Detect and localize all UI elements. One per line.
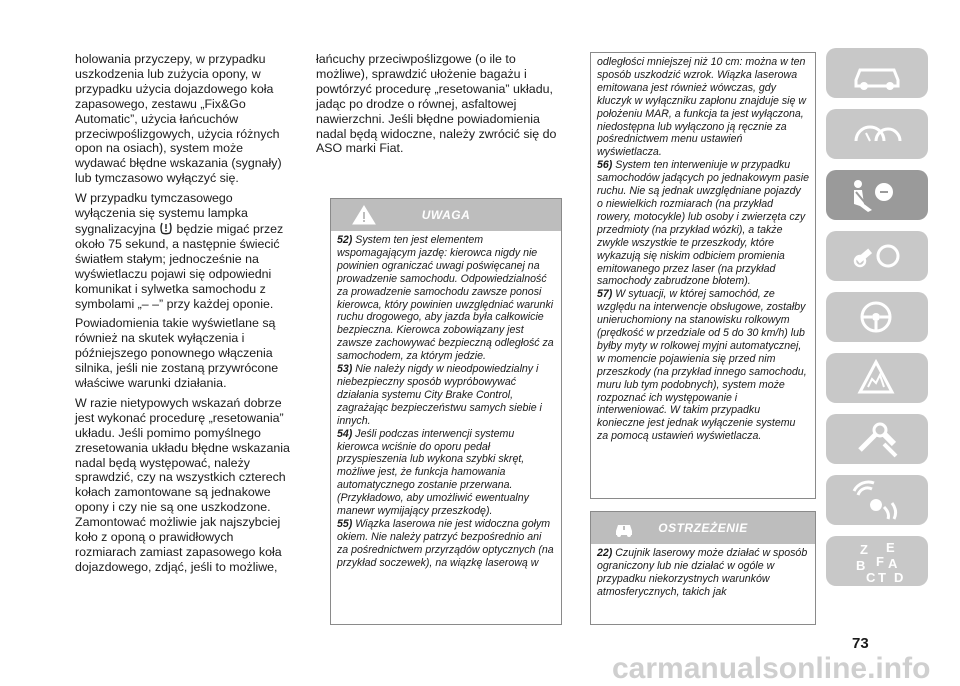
tab-service[interactable]	[826, 414, 928, 464]
item-number: 53)	[337, 363, 353, 376]
index-letter-f: F	[876, 554, 884, 569]
warning-body	[591, 53, 815, 447]
warning-item: odległości mniejszej niż 10 cm: można w ten sposób uszkodzić wzrok. Wiązka laserowa emitowana jest również wówczas, gdy kluczyk w wyłączniku zapłonu znajduje się w położeniu MAR, a funkcja ta jest wyłączona, niedostępna lub wyłączono ją ręcznie za pośrednictwem menu ustawień wyświetlacza.	[597, 56, 807, 159]
index-letter-a: A	[888, 556, 898, 571]
warning-title: UWAGA	[421, 208, 471, 222]
item-number: 22)	[597, 547, 613, 559]
warning-item	[597, 288, 809, 443]
warning-item	[337, 518, 555, 570]
tab-start-drive[interactable]	[826, 231, 928, 281]
text-column-2	[314, 52, 560, 161]
tab-car-info[interactable]	[826, 48, 928, 98]
paragraph	[75, 191, 295, 311]
tab-dashboard[interactable]	[826, 109, 928, 159]
caution-item	[597, 547, 809, 599]
watermark: carmanualsonline.info	[612, 652, 931, 685]
tab-steering[interactable]	[826, 292, 928, 342]
item-text: System ten jest elementem wspomagającym jazdę: kierowca nigdy nie powinien ograniczać uwagi poświęcanej na prowadzenie samochodu. Odpowiedzialność za prowadzenie samochodu zawsze ponosi kierowca, który powinien uwzględniać warunki ruchu drogowego, aby jazda była całkowicie bezpieczna. Kierowca zobowiązany jest zawsze zachowywać bezpieczną odległość za samochodem, za którym jedzie.	[337, 234, 554, 363]
item-number: 55)	[337, 517, 353, 530]
item-text: Wiązka laserowa nie jest widoczna gołym okiem. Nie należy patrzyć bezpośrednio ani za pośrednictwem przyrządów optycznych (na przykład soczewek), na wiązkę laserową w	[337, 517, 554, 569]
tab-emergency[interactable]	[826, 353, 928, 403]
item-text: Jeśli podczas interwencji systemu kierowca wciśnie do oporu pedał przyspieszenia lub wykona szybki skręt, możliwe jest, że funkcja hamowania automatycznego zostanie przerwana. (Przykładowo, aby umożliwić ewentualny manewr wymijający przeszkodę).	[337, 427, 529, 518]
page-number: 73	[852, 635, 869, 652]
caution-box	[590, 511, 816, 625]
warning-item	[337, 363, 555, 428]
item-text: W sytuacji, w której samochód, ze względu na interwencje obsługowe, zostałby unieruchomiony na stanowisku rolkowym (prędkość w przedziale od 5 do 30 km/h) lub byłby myty w rolkowej myjni automatycznej, w momencie pojawienia się przed nim przeszkody (na przykład innego samochodu, muru lub tym podobnych), system może rozpoznać ich występowanie i interweniować. W takim przypadku konieczne jest jednak wyłączenie systemu za pomocą ustawień wyświetlacza.	[597, 288, 807, 443]
chapter-tabs	[826, 48, 932, 597]
item-number: 54)	[337, 427, 353, 440]
index-letter-d: D	[894, 570, 904, 585]
paragraph: holowania przyczepy, w przypadku uszkodzenia lub zużycia opony, w przypadku użycia dojazdowego koła zapasowego, zestawu „Fix&Go Automatic”, użycia łańcuchów przeciwpoślizgowych, użycia różnych opon na osiach), system może wydawać błędne wskazania (sygnały) lub tymczasowo wyłączyć się.	[75, 52, 282, 186]
paragraph: W razie nietypowych wskazań dobrze jest wykonać procedurę „resetowania” układu. Jeśli pomimo pomyślnego zresetowania układu błędne wskazania nadal będą występować, należy sprawdzić, czy na wszystkich czterech kołach zamontowane są jednakowe opony i czy nie są one uszkodzone. Zamontować możliwie jak najszybciej koło z oponą o prawidłowych rozmiarach zamiast zapasowego koła dojazdowego, zdjąć, jeśli to możliwe,	[75, 395, 290, 574]
warning-box	[330, 198, 562, 625]
tab-index[interactable]	[826, 536, 928, 586]
item-text: Czujnik laserowy może działać w sposób ograniczony lub nie działać w ogóle w przypadku niekorzystnych warunków atmosferycznych, takich jak	[597, 547, 808, 598]
tire-pressure-warning-icon	[159, 221, 173, 235]
caution-body	[591, 544, 815, 603]
paragraph-text: W przypadku tymczasowego wyłączenia się systemu lampka sygnalizacyjna	[75, 191, 248, 236]
index-letter-z: Z	[860, 542, 868, 557]
item-number: 56)	[597, 159, 613, 172]
item-text: System ten interweniuje w przypadku samochodów jadących po jednakowym pasie ruchu. Nie są jednak uwzględniane pojazdy o niewielkich rozmiarach (na przykład rowery, motocykle) lub osoby i zwierzęta czy przedmioty (na przykład wózki), a także zwykle wszystkie te przeszkody, które wykazują się niskim odbiciem promienia emitowanego przez laser (na przykład samochody zabrudzone błotem).	[597, 159, 809, 288]
item-number: 52)	[337, 234, 353, 246]
paragraph: Powiadomienia takie wyświetlane są również na skutek wyłączenia i późniejszego ponownego włączenia silnika, jeśli nie zostaną przywrócone właściwe warunki działania.	[75, 316, 279, 391]
index-letter-c: C	[866, 570, 876, 585]
index-letter-b: B	[856, 558, 866, 573]
caution-header	[591, 512, 815, 544]
paragraph: łańcuchy przeciwpoślizgowe (o ile to możliwe), sprawdzić ułożenie bagażu i powtórzyć procedurę „resetowania” układu, jadąc po drodze o równej, asfaltowej nawierzchni. Jeśli błędne powiadomienia nadal będą widoczne, należy zwrócić się do ASO marki Fiat.	[316, 52, 557, 156]
index-letter-t: T	[878, 570, 886, 585]
index-letter-e: E	[886, 540, 895, 555]
tab-safety[interactable]	[826, 170, 928, 220]
text-column-1	[75, 52, 295, 580]
caution-title: OSTRZEŻENIE	[658, 521, 748, 535]
warning-body	[331, 231, 561, 574]
warning-item	[337, 234, 555, 363]
paragraph-text: będzie migać przez około 75 sekund, a następnie świecić światłem stałym; jednocześnie na wyświetlaczu pojawi się odpowiedni komunikat i sylwetka samochodu z symbolami „– –” przy każdej oponie.	[75, 221, 284, 311]
tab-multimedia[interactable]	[826, 475, 928, 525]
warning-header	[331, 199, 561, 231]
item-text: Nie należy nigdy w nieodpowiedzialny i niebezpieczny sposób wypróbowywać działania systemu City Brake Control, zagrażając bezpieczeństwu samych siebie i innych.	[337, 363, 542, 427]
item-number: 57)	[597, 288, 613, 301]
warning-item	[337, 428, 555, 518]
warning-box-continued	[590, 52, 816, 499]
warning-item	[597, 159, 809, 288]
